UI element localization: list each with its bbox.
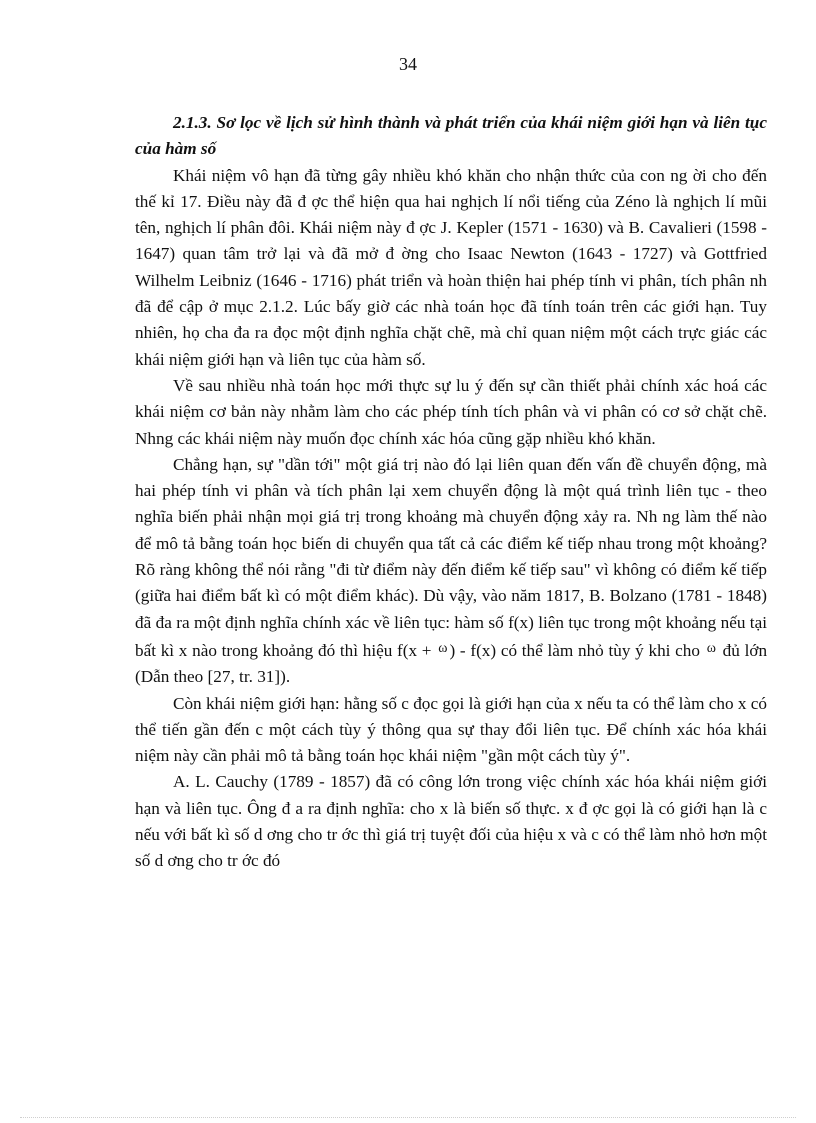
- paragraph-precision-need: Về sau nhiều nhà toán học mới thực sự lu ý đến sự cần thiết phải chính xác hoá các khái niệm cơ bản này nhằm làm cho các phép tính tích phân và vi phân có cơ sở chặt chẽ. Nhng các khái niệm này muốn đọc chính xác hóa cũng gặp nhiều khó khăn.: [135, 375, 767, 448]
- paragraph-infinity-history: Khái niệm vô hạn đã từng gây nhiều khó khăn cho nhận thức của con ng ời cho đến thế kỉ 17. Điều này đã đ ợc thể hiện qua hai nghịch lí nổi tiếng của Zéno là nghịch lí mũi tên, nghịch lí phân đôi. Khái niệm này đ ợc J. Kepler (1571 - 1630) và B. Cavalieri (1598 - 1647) quan tâm trở lại và đã mở đ ờng cho Isaac Newton (1643 - 1727) và Gottfried Wilhelm Leibniz (1646 - 1716) phát triển và hoàn thiện hai phép tính vi phân, tích phân nh đã để cập ở mục 2.1.2. Lúc bấy giờ các nhà toán học đã tính toán trên các giới hạn. Tuy nhiên, họ cha đa ra đọc một định nghĩa chặt chẽ, mà chỉ quan niệm một cách trực giác các khái niệm giới hạn và liên tục của hàm số.: [135, 165, 767, 369]
- bolzano-text-part-2: ) - f(x) có thể làm nhỏ tùy ý khi cho: [449, 640, 700, 660]
- paragraph-cauchy: A. L. Cauchy (1789 - 1857) đã có công lớn trong việc chính xác hóa khái niệm giới hạn và liên tục. Ông đ a ra định nghĩa: cho x là biến số thực. x đ ợc gọi là có giới hạn là c nếu với bất kì số d ơng cho tr ớc thì giá trị tuyệt đối của hiệu x và c có thể làm nhỏ hơn một số d ơng cho tr ớc đó: [135, 772, 767, 871]
- paragraph-bolzano: [135, 452, 767, 691]
- omega-symbol: ω: [706, 640, 716, 656]
- bolzano-text-part-1: Chẳng hạn, sự "dần tới" một giá trị nào đó lại liên quan đến vấn đề chuyển động, mà hai phép tính vi phân và tích phân lại xem chuyển động là một quá trình liên tục - theo nghĩa biến phải nhận mọi giá trị trong khoảng mà chuyển động xảy ra. Nh ng làm thế nào để mô tả bằng toán học biến di chuyển qua tất cả các điểm kế tiếp nhau trong một khoảng? Rõ ràng không thể nói rằng "đi từ điểm này đến điểm kế tiếp sau" vì không có điểm kế tiếp (giữa hai điểm bất kì có một điểm khác). Dù vậy, vào năm 1817, B. Bolzano (1781 - 1848) đã đa ra một định nghĩa chính xác về liên tục: hàm số f(x) liên tục trong một khoảng nếu tại bất kì x nào trong khoảng đó thì hiệu f(x +: [135, 454, 767, 660]
- omega-symbol: ω: [438, 640, 448, 656]
- paragraph-limit-concept: Còn khái niệm giới hạn: hằng số c đọc gọi là giới hạn của x nếu ta có thể làm cho x có thể tiến gần đến c một cách tùy ý thông qua sự thay đổi liên tục. Để chính xác hóa khái niệm này cần phải mô tả bằng toán học khái niệm "gần một cách tùy ý".: [135, 693, 767, 766]
- section-heading: 2.1.3. Sơ lọc về lịch sử hình thành và phát triển của khái niệm giới hạn và liên tục của hàm số: [135, 113, 767, 159]
- page-body: [135, 110, 767, 875]
- page-bottom-divider: [20, 1117, 796, 1118]
- page-number: 34: [399, 54, 417, 74]
- bolzano-text-part-3: đủ lớn (Dẫn theo [27, tr. 31]).: [135, 640, 768, 687]
